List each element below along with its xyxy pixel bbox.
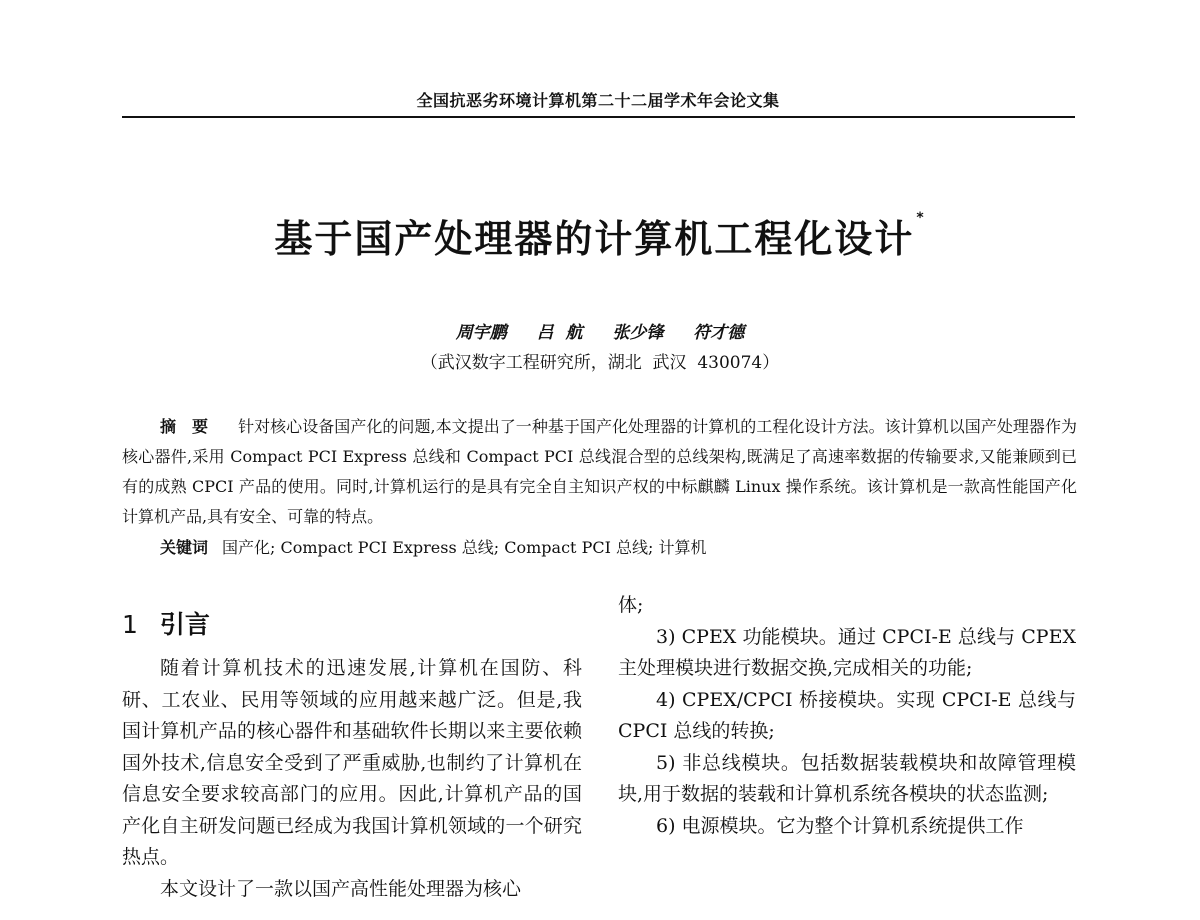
right-column — [618, 590, 1076, 842]
author: 符才德 — [693, 323, 745, 343]
list-item: 4) CPEX/CPCI 桥接模块。实现 CPCI-E 总线与 CPCI 总线的转换; — [618, 688, 1076, 742]
paper-title — [0, 208, 1200, 263]
keywords-label: 关键词 — [160, 538, 209, 557]
author: 张少锋 — [612, 323, 664, 343]
section-title: 引言 — [159, 610, 210, 639]
section-heading — [122, 610, 582, 640]
header-rule — [122, 116, 1075, 118]
title-footnote-mark: * — [916, 210, 926, 226]
abstract — [122, 412, 1077, 532]
body-paragraph: 本文设计了一款以国产高性能处理器为核心 — [160, 877, 522, 900]
author: 周宇鹏 — [455, 323, 507, 343]
body-paragraph: 随着计算机技术的迅速发展,计算机在国防、科研、工农业、民用等领域的应用越来越广泛。但是,我国计算机产品的核心器件和基础软件长期以来主要依赖国外技术,信息安全受到了严重威胁,也制约了计算机在信息安全要求较高部门的应用。因此,计算机产品的国产化自主研发问题已经成为我国计算机领域的一个研究热点。 — [122, 657, 582, 868]
running-head: 全国抗恶劣环境计算机第二十二届学术年会论文集 — [416, 91, 780, 110]
keywords — [160, 535, 1060, 558]
list-item: 5) 非总线模块。包括数据装载模块和故障管理模块,用于数据的装载和计算机系统各模块的状态监测; — [618, 751, 1076, 805]
abstract-text: 针对核心设备国产化的问题,本文提出了一种基于国产化处理器的计算机的工程化设计方法。该计算机以国产处理器作为核心器件,采用 Compact PCI Express 总线和 Compact PCI 总线混合型的总线架构,既满足了高速率数据的传输要求,又能兼顾到已有的成熟 CPCI 产品的使用。同时,计算机运行的是具有完全自主知识产权的中标麒麟 Linux 操作系统。该计算机是一款高性能国产化计算机产品,具有安全、可靠的特点。 — [122, 417, 1077, 526]
author-list — [0, 318, 1200, 343]
paper-title-text: 基于国产处理器的计算机工程化设计 — [274, 217, 915, 261]
affiliation: （武汉数字工程研究所，湖北 武汉 430074） — [420, 353, 780, 373]
left-column — [122, 594, 582, 905]
section-number: 1 — [122, 610, 138, 639]
author: 吕 航 — [536, 323, 583, 343]
abstract-label: 摘要 — [160, 417, 225, 436]
list-item: 6) 电源模块。它为整个计算机系统提供工作 — [656, 814, 1024, 837]
keywords-text: 国产化; Compact PCI Express 总线; Compact PCI 总线; 计算机 — [222, 538, 707, 557]
body-paragraph-continuation: 体; — [618, 594, 644, 616]
list-item: 3) CPEX 功能模块。通过 CPCI-E 总线与 CPEX 主处理模块进行数据交换,完成相关的功能; — [618, 625, 1076, 679]
